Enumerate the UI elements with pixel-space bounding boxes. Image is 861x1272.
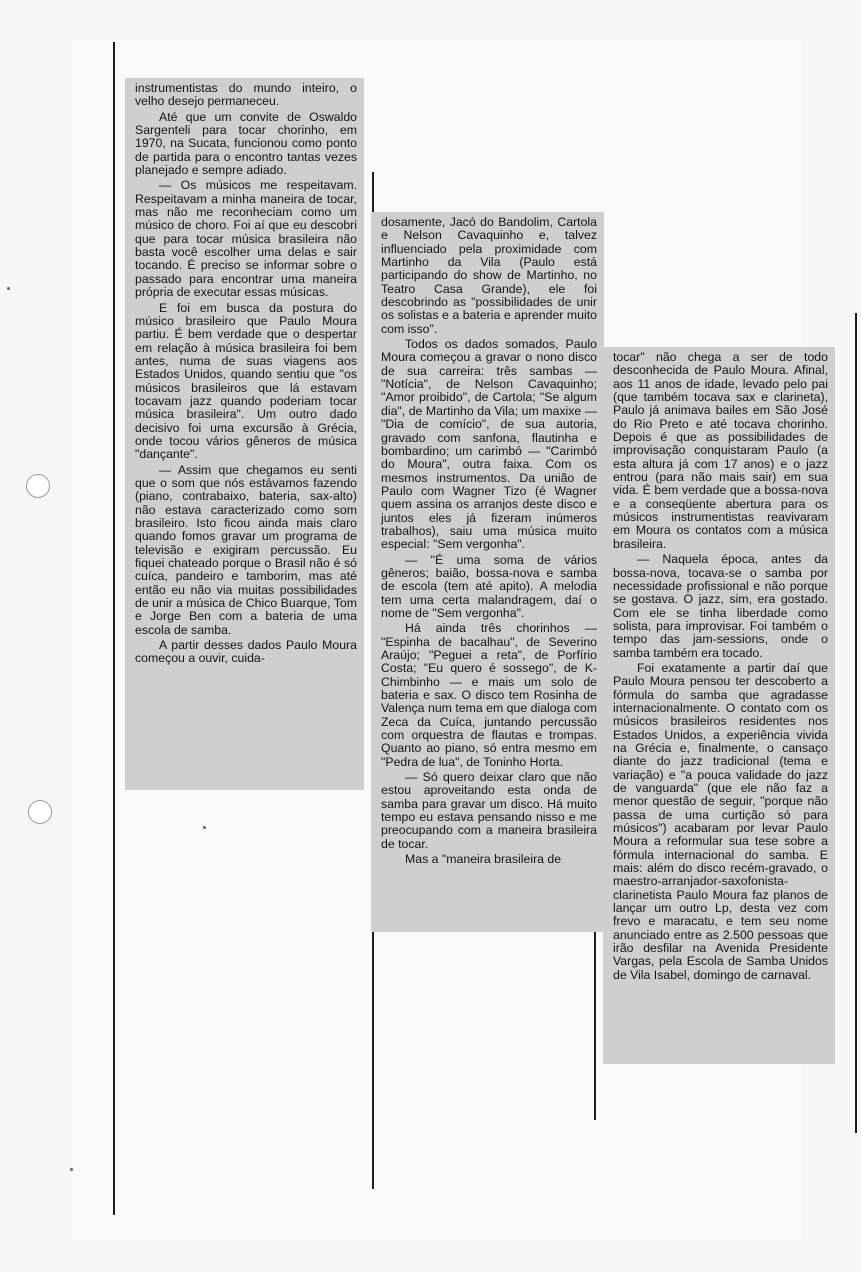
- article-column-2: [371, 212, 604, 932]
- column-1-paragraph-3: — Os músicos me respeitavam. Respeitavam a minha maneira de tocar, mas não me reconheciam como um músico de choro. Foi aí que eu descobri que para tocar música brasileira não basta você escolher uma delas e sair tocando. É preciso se informar sobre o passado para encontrar uma maneira própria de executar essas músicas.: [135, 178, 357, 300]
- article-column-1: [125, 78, 364, 790]
- column-3-paragraph-2: — Naquela época, antes da bossa-nova, tocava-se o samba por necessidade profissional e não porque se gostava. O jazz, sim, era gostado. Com ele se tinha liberdade como solista, para improvisar. Foi também o tempo das jam-sessions, onde o samba também era tocado.: [613, 552, 828, 660]
- column-1-paragraph-4: E foi em busca da postura do músico brasileiro que Paulo Moura partiu. É bem verdade que o despertar em relação à música brasileira foi bem antes, numa de suas viagens aos Estados Unidos, quando sentiu que "os músicos brasileiros que lá estavam tocavam jazz quando poderiam tocar música brasileira". Um outro dado decisivo foi uma excursão à Grécia, onde tocou vários gêneros de música "dançante".: [135, 300, 357, 462]
- punch-hole-bottom: [28, 800, 52, 824]
- column-1-paragraph-1: instrumentistas do mundo inteiro, o velho desejo permaneceu.: [135, 81, 357, 109]
- column-2-paragraph-1: dosamente, Jacó do Bandolim, Cartola e Nelson Cavaquinho e, talvez influenciado pela proximidade com Martinho da Vila (Paulo está participando do show de Martinho, no Teatro Casa Grande), ele foi descobrindo as "possibilidades de unir os solistas e a bateria e aprender muito com isso".: [381, 215, 597, 336]
- article-column-3: [603, 347, 835, 1064]
- column-2-paragraph-4: Há ainda três chorinhos — "Espinha de bacalhau", de Severino Araújo; "Peguei a reta", de Porfírio Costa; "Eu quero é sossego", de K-Chimbinho — e mais um solo de bateria e sax. O disco tem Rosinha de Valença num tema em que dialoga com Zeca da Cuíca, juntando percussão com orquestra de flautas e trompas. Quanto ao piano, só entra mesmo em "Pedra de lua", de Toninho Horta.: [381, 621, 597, 769]
- column-rule-1: [113, 42, 115, 1215]
- column-2-paragraph-3: — "É uma soma de vários gêneros; baião, bossa-nova e samba de escola (tem até apito). A melodia tem uma certa malandragem, daí o nome de "Sem vergonha".: [381, 552, 597, 620]
- column-1-paragraph-6: A partir desses dados Paulo Moura começou a ouvir, cuida-: [135, 638, 357, 666]
- column-1-paragraph-5: — Assim que chegamos eu senti que o som que nós estávamos fazendo (piano, contrabaixo, bateria, sax-alto) não estava caracterizado como som brasileiro. Isto ficou ainda mais claro quando fomos gravar um programa de televisão e exigiram percussão. Eu fiquei chateado porque o Brasil não é só cuíca, pandeiro e tamborim, mas até então eu não via muitas possibilidades de unir a música de Chico Buarque, Tom e Jorge Ben com a bateria de uma escola de samba.: [135, 462, 357, 637]
- punch-hole-top: [26, 474, 50, 498]
- column-2-paragraph-6: Mas a "maneira brasileira de: [405, 852, 562, 867]
- paper-speck: [7, 287, 10, 290]
- paper-speck: [203, 826, 206, 829]
- column-3-paragraph-3: Foi exatamente a partir daí que Paulo Moura pensou ter descoberto a fórmula do samba que agradasse internacionalmente. O contato com os músicos brasileiros residentes nos Estados Unidos, a experiência vivida na Grécia e, finalmente, o cansaço diante do jazz tradicional (tema e variação) e "a pouca validade do jazz de vanguarda" (que ele não faz a menor questão de seguir, "porque não passa de uma curtição só para músicos") acabaram por levar Paulo Moura a reformular sua tese sobre a fórmula internacional do samba. E mais: além do disco recém-gravado, o maestro-arranjador-saxofonista-clarinetista Paulo Moura faz planos de lançar um outro Lp, desta vez com frevo e maracatu, e tem seu nome anunciado entre as 2.500 pessoas que irão desfilar na Avenida Presidente Vargas, pela Escola de Samba Unidos de Vila Isabel, domingo de carnaval.: [613, 660, 828, 982]
- column-2-paragraph-2: Todos os dados somados, Paulo Moura começou a gravar o nono disco de sua carreira: três sambas — "Notícia", de Nelson Cavaquinho; "Amor proibido", de Cartola; "Se algum dia", de Martinho da Vila; um maxixe — "Dia de comício", de sua autoria, gravado com sanfona, flautinha e bombardino; um carimbó — "Carimbó do Moura", outra faixa. Com os mesmos instrumentos. Da união de Paulo com Wagner Tizo (é Wagner quem assina os arranjos deste disco e juntos eles já fizeram inúmeros trabalhos), saiu uma música muito especial: "Sem vergonha".: [381, 337, 597, 552]
- column-3-paragraph-1: tocar" não chega a ser de todo desconhecida de Paulo Moura. Afinal, aos 11 anos de idade, levado pelo pai (que também tocava sax e clarineta), Paulo já animava bailes em São José do Rio Preto e até tocava chorinho. Depois é que as possibilidades de improvisação conquistaram Paulo (a esta altura já com 17 anos) e o jazz entrou (para não mais sair) em sua vida. É bem verdade que a bossa-nova e a conseqüente abertura para os músicos instrumentistas reavivaram em Moura os contatos com a música brasileira.: [613, 350, 828, 551]
- paper-speck: [70, 1168, 73, 1171]
- column-1-paragraph-2: Até que um convite de Oswaldo Sargenteli para tocar chorinho, em 1970, na Sucata, funcionou como ponto de partida para o encontro tantas vezes planejado e sempre adiado.: [135, 109, 357, 178]
- column-2-paragraph-5: — Só quero deixar claro que não estou aproveitando esta onda de samba para gravar um disco. Há muito tempo eu estava pensando nisso e me preocupando com a maneira brasileira de tocar.: [381, 770, 597, 851]
- column-rule-4: [855, 313, 857, 1133]
